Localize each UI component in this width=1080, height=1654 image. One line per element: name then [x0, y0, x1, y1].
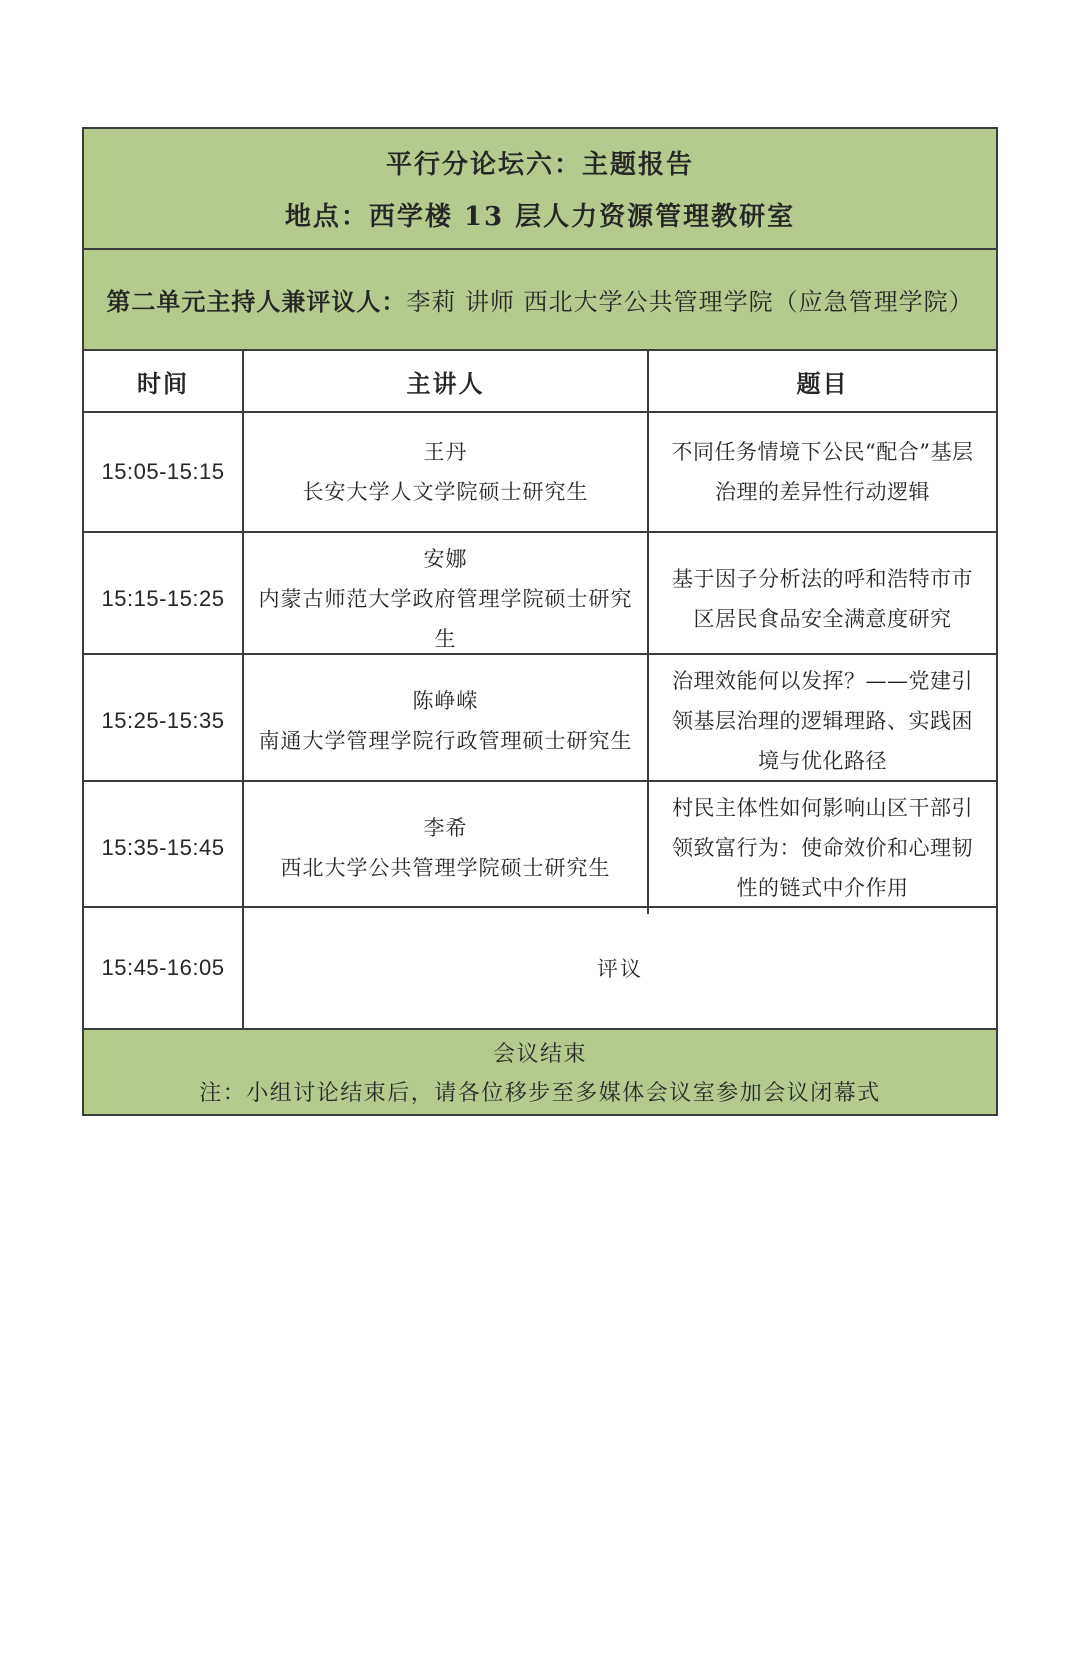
speaker-affiliation: 长安大学人文学院硕士研究生	[302, 480, 589, 504]
review-label: 评议	[242, 908, 996, 1028]
column-header-time: 时间	[137, 368, 189, 398]
speaker-name: 安娜	[423, 547, 468, 571]
forum-schedule-table	[82, 127, 998, 1116]
moderator-value: 李莉 讲师 西北大学公共管理学院（应急管理学院）	[406, 288, 974, 316]
session-row	[84, 411, 996, 531]
speaker-affiliation: 西北大学公共管理学院硕士研究生	[280, 856, 611, 880]
session-time: 15:15-15:25	[101, 586, 225, 611]
session-time: 15:25-15:35	[101, 708, 225, 733]
session-speaker	[242, 782, 647, 914]
footer-note: 注：小组讨论结束后，请各位移步至多媒体会议室参加会议闭幕式	[199, 1080, 881, 1106]
session-row	[84, 531, 996, 653]
forum-title: 平行分论坛六：主题报告	[385, 150, 694, 180]
column-header-row	[84, 349, 996, 411]
speaker-name: 陈峥嵘	[412, 689, 479, 713]
column-header-topic: 题目	[647, 351, 996, 411]
forum-location: 地点：西学楼 13 层人力资源管理教研室	[284, 202, 796, 232]
speaker-affiliation: 南通大学管理学院行政管理硕士研究生	[258, 729, 633, 753]
session-topic: 基于因子分析法的呼和浩特市市区居民食品安全满意度研究	[647, 533, 996, 665]
review-time: 15:45-16:05	[101, 955, 225, 980]
session-topic: 村民主体性如何影响山区干部引领致富行为：使命效价和心理韧性的链式中介作用	[647, 782, 996, 914]
moderator-label: 第二单元主持人兼评议人：	[106, 287, 407, 316]
footer-block	[84, 1028, 996, 1114]
forum-header	[84, 129, 996, 248]
moderator-line	[106, 282, 973, 317]
session-row	[84, 780, 996, 906]
session-speaker	[242, 413, 647, 531]
review-row	[84, 906, 996, 1028]
session-speaker	[242, 533, 647, 665]
speaker-name: 王丹	[423, 440, 468, 464]
session-topic: 治理效能何以发挥？——党建引领基层治理的逻辑理路、实践困境与优化路径	[647, 655, 996, 787]
session-row	[84, 653, 996, 780]
session-speaker	[242, 655, 647, 787]
speaker-name: 李希	[423, 816, 468, 840]
column-header-speaker: 主讲人	[242, 351, 647, 411]
moderator-row	[84, 248, 996, 349]
speaker-affiliation: 内蒙古师范大学政府管理学院硕士研究生	[258, 587, 633, 651]
session-time: 15:35-15:45	[101, 835, 225, 860]
session-time: 15:05-15:15	[101, 459, 225, 484]
meeting-end-label: 会议结束	[492, 1042, 587, 1068]
session-topic: 不同任务情境下公民“配合”基层治理的差异性行动逻辑	[647, 413, 996, 531]
